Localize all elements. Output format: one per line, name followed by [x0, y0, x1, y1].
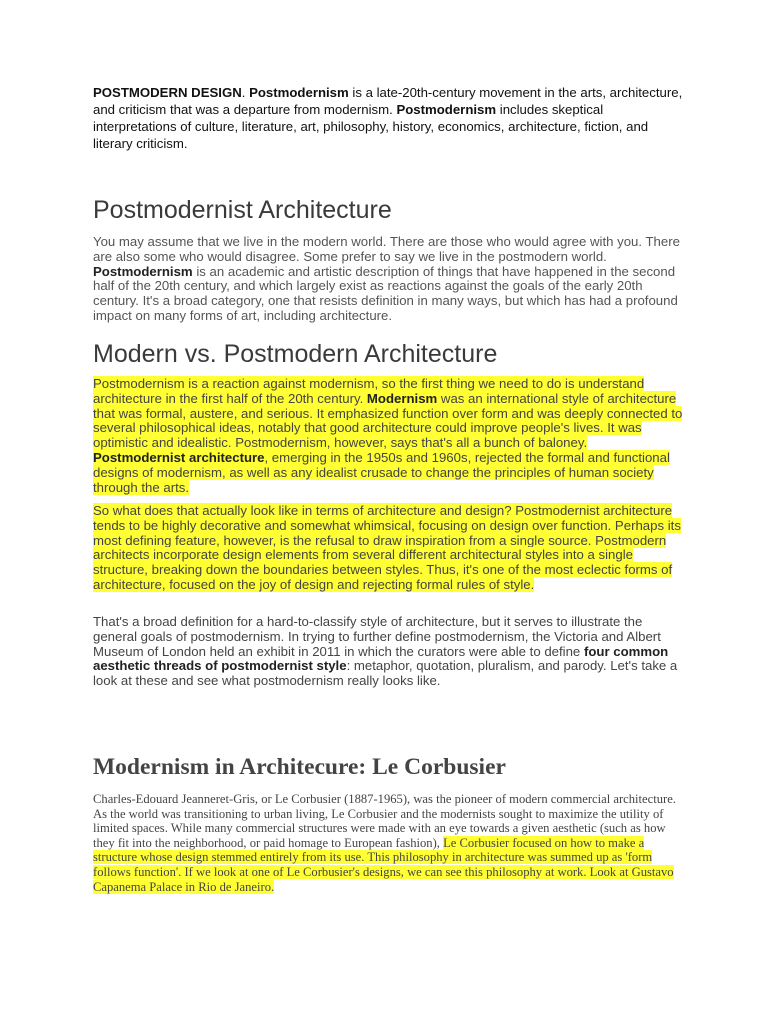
- paragraph-text: was an international style of architecture that was formal, austere, and serious. It emphasized function over form and was deeply connected to several philosophical ideas, notably that good architecture could improve people's lives. It was optimistic and idealistic. Postmodernism, however, says that's all a bunch of baloney.: [93, 390, 683, 451]
- paragraph-text: So what does that actually look like in terms of architecture and design? Postmodernist architecture tends to be highly decorative and somewhat whimsical, focusing on design over function. Perhaps its most defining feature, however, is the refusal to draw inspiration from a single source. Postmodern architects incorporate design elements from several different architectural styles into a single structure, breaking down the boundaries between styles. Thus, it's one of the most eclectic forms of architecture, focused on the joy of design and rejecting formal rules of style.: [93, 503, 681, 592]
- paragraph-text: That's a broad definition for a hard-to-classify style of architecture, but it serves to illustrate the general goals of postmodernism. In trying to further define postmodernism, the Victoria and Albert Museum of London held an exhibit in 2011 in which the curators were able to define: [93, 614, 661, 659]
- paragraph-text: Postmodernism is a reaction against modernism, so the first thing we need to do is understand architecture in the first half of the 20th century.: [93, 376, 645, 406]
- section-heading: Modern vs. Postmodern Architecture: [93, 340, 498, 368]
- paragraph-text: , emerging in the 1950s and 1960s, rejected the formal and functional designs of modernism, as well as any idealist crusade to change the principles of human society through the arts.: [93, 449, 670, 495]
- intro-term: POSTMODERN DESIGN: [93, 85, 242, 100]
- paragraph-text: You may assume that we live in the modern world. There are those who would agree with you. There are also some who would disagree. Some prefer to say we live in the postmodern world.: [93, 234, 680, 264]
- intro-text: is a late-20th-century movement in the arts, architecture, and criticism that was a departure from modernism.: [93, 85, 683, 117]
- bold-term: four common aesthetic threads of postmodernist style: [93, 643, 669, 674]
- intro-text: .: [241, 85, 250, 100]
- highlighted-paragraph: [93, 504, 683, 593]
- highlighted-paragraph: [93, 377, 683, 495]
- highlighted-text: Le Corbusier focused on how to make a structure whose design stemmed entirely from its use. This philosophy in architecture was summed up as 'form follows function'. If we look at one of Le Corbusier's designs, we can see this philosophy at work. Look at Gustavo Capanema Palace in Rio de Janeiro.: [93, 835, 674, 894]
- intro-term: Postmodernism: [396, 102, 497, 117]
- paragraph-text: : metaphor, quotation, pluralism, and parody. Let's take a look at these and see what postmodernism really looks like.: [93, 658, 678, 689]
- bold-term: Postmodernism: [93, 263, 193, 279]
- section-paragraph: [93, 792, 683, 894]
- intro-text: includes skeptical interpretations of culture, literature, art, philosophy, history, economics, architecture, fiction, and literary criticism.: [93, 102, 649, 151]
- intro-paragraph: [93, 84, 683, 152]
- section-heading: Postmodernist Architecture: [93, 196, 392, 224]
- section-paragraph: [93, 235, 683, 324]
- bold-term: Modernism: [366, 390, 438, 406]
- intro-term: Postmodernism: [249, 85, 349, 100]
- paragraph-text: Charles-Edouard Jeanneret-Gris, or Le Corbusier (1887-1965), was the pioneer of modern commercial architecture. As the world was transitioning to urban living, Le Corbusier and the modernists sought to maximize the utility of limited spaces. While many commercial structures were made with an eye towards a given aesthetic (such as how they fit into the neighborhood, or paid homage to European fashion),: [93, 792, 676, 850]
- section-paragraph: [93, 615, 683, 689]
- bold-term: Postmodernist architecture: [93, 449, 265, 465]
- paragraph-text: is an academic and artistic description of things that have happened in the second half of the 20th century, and which largely exist as reactions against the goals of the early 20th century. It's a broad category, one that resists definition in many ways, but which has had a profound impact on many forms of art, including architecture.: [93, 263, 678, 323]
- section-heading: Modernism in Architecure: Le Corbusier: [93, 754, 506, 780]
